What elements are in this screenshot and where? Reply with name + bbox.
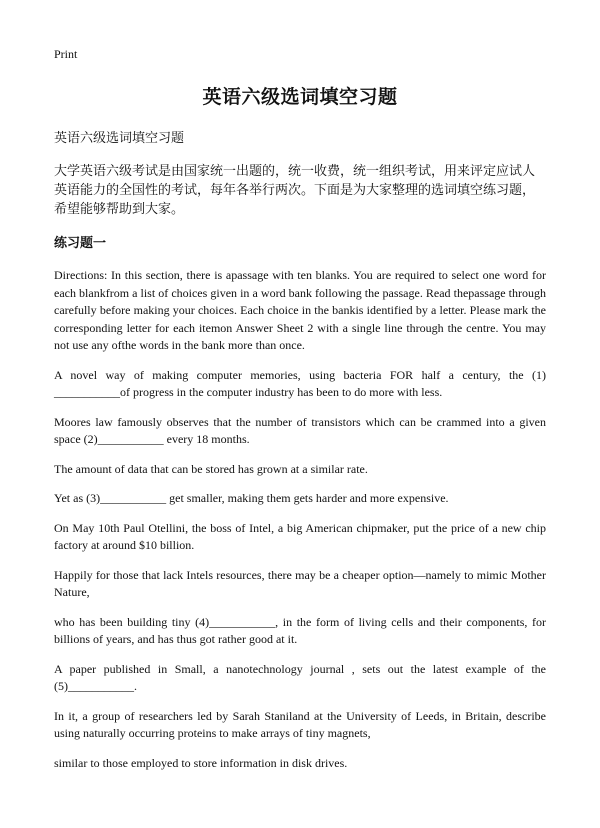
passage-paragraph: Moores law famously observes that the number of transistors which can be crammed into a given space (2)___________ every 18 months. (54, 414, 546, 446)
document-subtitle: 英语六级选词填空习题 (54, 131, 185, 146)
passage-paragraph: similar to those employed to store information in disk drives. (54, 755, 348, 770)
page-title: 英语六级选词填空习题 (202, 86, 398, 108)
passage-paragraph: A novel way of making computer memories, using bacteria FOR half a century, the (1) ___________of progress in the computer industry has been to do more with less. (54, 367, 546, 399)
passage-paragraph: On May 10th Paul Otellini, the boss of Intel, a big American chipmaker, put the price of a new chip factory at around $10 billion. (54, 520, 546, 552)
passage-paragraph: who has been building tiny (4)___________, in the form of living cells and their components, for billions of years, and has thus got rather good at it. (54, 614, 546, 646)
passage-paragraph: A paper published in Small, a nanotechnology journal , sets out the latest example of the (5)___________. (54, 661, 546, 693)
passage-paragraph: Happily for those that lack Intels resources, there may be a cheaper option—namely to mimic Mother Nature, (54, 567, 546, 599)
passage-paragraph: The amount of data that can be stored has grown at a similar rate. (54, 461, 368, 476)
print-link[interactable]: Print (54, 47, 78, 61)
passage-paragraph: In it, a group of researchers led by Sarah Staniland at the University of Leeds, in Britain, describe using naturally occurring proteins to make arrays of tiny magnets, (54, 708, 546, 740)
section-heading: 练习题一 (54, 236, 107, 251)
intro-paragraph: 大学英语六级考试是由国家统一出题的，统一收费，统一组织考试，用来评定应试人英语能力的全国性的考试，每年各举行两次。下面是为大家整理的选词填空练习题，希望能够帮助到大家。 (54, 164, 536, 217)
directions-paragraph: Directions: In this section, there is apassage with ten blanks. You are required to select one word for each blankfrom a list of choices given in a word bank following the passage. Read thepassage through carefully before making your choices. Each choice in the bankis identified by a letter. Please mark the corresponding letter for each itemon Answer Sheet 2 with a single line through the centre. You may not use any ofthe words in the bank more than once. (54, 268, 546, 352)
passage-paragraph: Yet as (3)___________ get smaller, making them gets harder and more expensive. (54, 491, 449, 505)
